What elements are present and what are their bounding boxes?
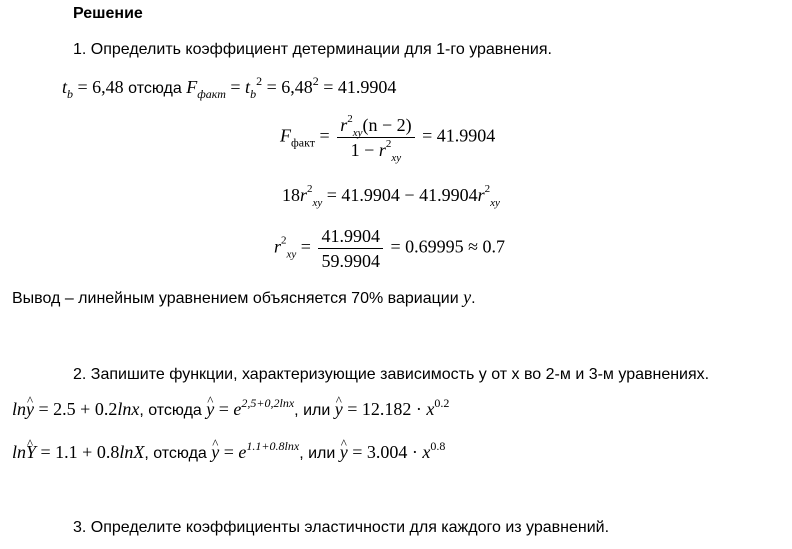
conclusion-var: y — [463, 287, 472, 307]
f-den: 1 − — [350, 140, 379, 160]
eq5-power: 0.2 — [434, 396, 450, 410]
eq6-coef: = 3.004 · — [347, 442, 423, 462]
f-fraction: $\frac{r^2_{xy}(n - 2)}{1 - r^2_{xy}}$ — [337, 113, 414, 162]
eq5-exp: 2,5+0,2lnx — [241, 396, 295, 410]
step-1-text: 1. Определить коэффициент детерминации для 1-го уравнения. — [73, 41, 552, 58]
equation-tb: $t_b = 6,48$ отсюда $F_{факт} = t_b^2 = 6,48^2 = 41.9904$ — [62, 74, 397, 101]
eq6-from: , отсюда — [144, 445, 212, 462]
eq6-rhs: = 1.1 + 0.8 — [36, 442, 120, 462]
f-label: факт — [291, 135, 316, 150]
word-from: отсюда — [128, 80, 182, 97]
equation-power-2: ln^ Y = 1.1 + 0.8lnX, отсюда ^ $y = e^{1.1+0.8lnx}$, или ^ $y = 3.004 \cdot x^{0.8}$ — [12, 442, 445, 464]
solution-heading: Решение — [73, 5, 143, 22]
f-result-1: 41.9904 — [337, 77, 397, 97]
equation-r2-value: $r^2_{xy}$ = $\frac{41.9904}{59.9904}$ = 0.69995 ≈ 0.7 — [274, 226, 505, 271]
f-num-rest: (n − 2) — [362, 115, 412, 135]
eq6-or: , или — [299, 445, 340, 462]
step-2-text: 2. Запишите функции, характеризующие зависимость у от х во 2-м и 3-м уравнениях. — [73, 366, 710, 383]
f-result-2: = 41.9904 — [422, 125, 496, 146]
solve-rhs: = 41.9904 − 41.9904 — [326, 185, 478, 205]
step-3-text: 3. Определите коэффициенты эластичности для каждого из уравнений. — [73, 519, 610, 536]
conclusion-body: Вывод – линейным уравнением объясняется 70% вариации — [12, 290, 464, 307]
r2-denominator: 59.9904 — [321, 251, 380, 271]
eq5-coef: = 12.182 · — [342, 399, 427, 419]
lhs-coef: 18 — [282, 185, 300, 205]
equation-solve-r2: $18r^2_{xy} = 41.9904 - 41.9904r^2_{xy}$ — [282, 183, 500, 209]
eq5-or: , или — [294, 402, 335, 419]
eq5-rhs: = 2.5 + 0.2 — [34, 399, 118, 419]
square-base: 6,48 — [281, 77, 313, 97]
conclusion-text: Вывод – линейным уравнением объясняется 70% вариации y. — [12, 287, 476, 307]
tb-value: 6,48 — [92, 77, 124, 97]
eq6-power: 0.8 — [430, 439, 446, 453]
eq5-from: , отсюда — [139, 402, 207, 419]
r2-numerator: 41.9904 — [318, 224, 383, 249]
r2-result: = 0.69995 ≈ 0.7 — [390, 236, 505, 257]
r2-fraction — [318, 224, 383, 273]
equation-power-1: ln^ y = 2.5 + 0.2lnx, отсюда ^ $y = e^{2,5+0,2lnx}$, или ^ $y = 12.182 \cdot x^{0.2}$ — [12, 399, 449, 421]
eq6-exp: 1.1+0.8lnx — [246, 439, 300, 453]
equation-f-formula: $F_{факт}$ = $\frac{r^2_{xy}(n - 2)}{1 - r^2_{xy}}$ = 41.9904 — [280, 113, 496, 164]
